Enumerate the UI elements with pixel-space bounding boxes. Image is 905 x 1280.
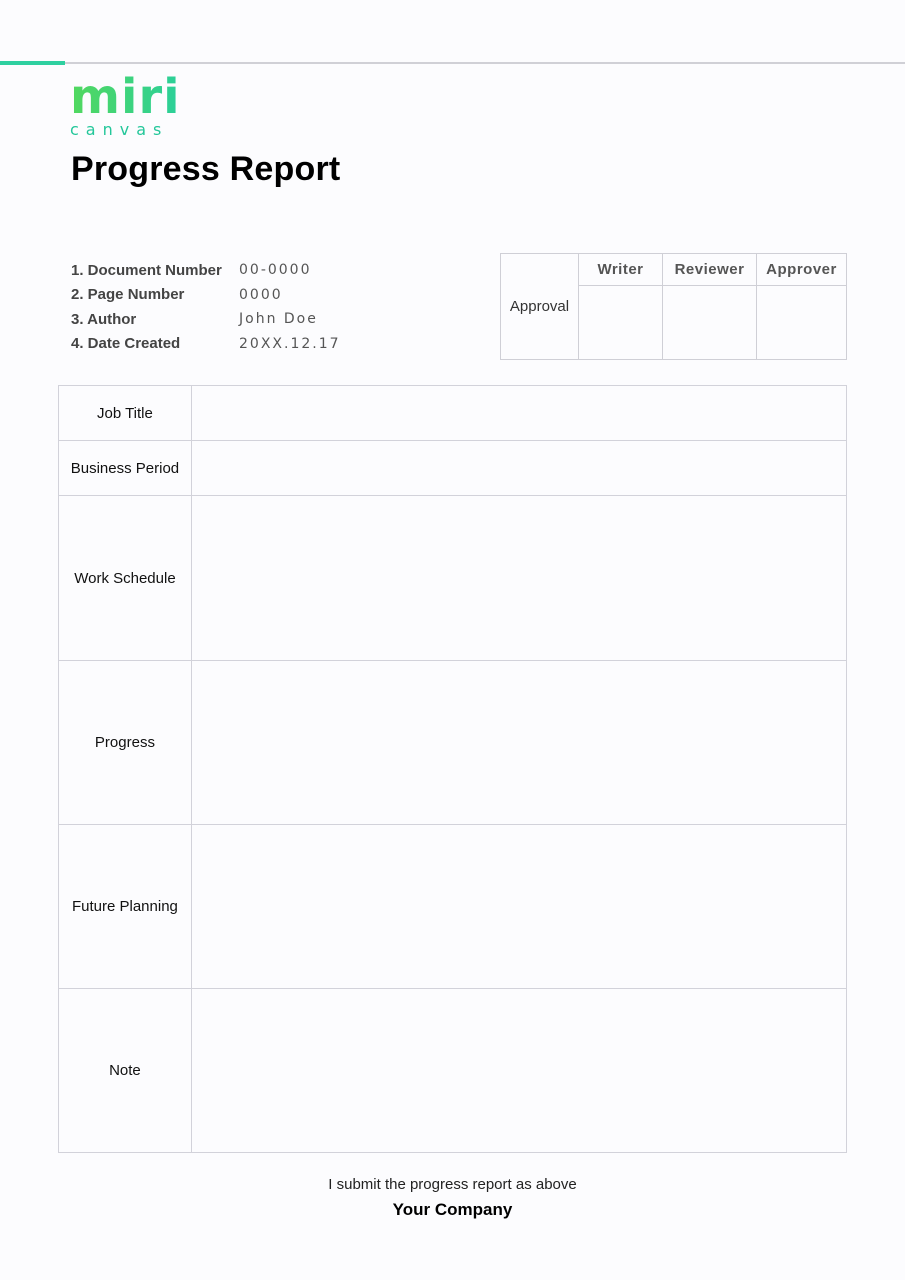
- meta-label: 3. Author: [71, 310, 137, 328]
- meta-value: 20XX.12.17: [239, 335, 341, 352]
- meta-label: 2. Page Number: [71, 286, 185, 304]
- business-period-field[interactable]: [191, 441, 846, 496]
- row-label-future-planning: Future Planning: [59, 825, 192, 989]
- table-row: [59, 386, 847, 441]
- approval-role-writer: Writer: [579, 254, 663, 286]
- submit-statement: I submit the progress report as above: [328, 1176, 577, 1193]
- approver-signature-cell[interactable]: [757, 286, 847, 360]
- table-row: [59, 661, 847, 825]
- page-title: Progress Report: [71, 150, 341, 188]
- progress-field[interactable]: [191, 661, 846, 825]
- writer-signature-cell[interactable]: [579, 286, 663, 360]
- report-table: [58, 385, 847, 1153]
- header-accent-bar: [0, 61, 65, 65]
- meta-row-author: [71, 307, 341, 332]
- table-row: [59, 441, 847, 496]
- row-label-job-title: Job Title: [59, 386, 192, 441]
- table-row: [59, 989, 847, 1153]
- meta-row-date-created: [71, 332, 341, 357]
- approval-role-reviewer: Reviewer: [663, 254, 757, 286]
- meta-value: 00-0000: [239, 262, 312, 279]
- table-row: [59, 496, 847, 661]
- row-label-progress: Progress: [59, 661, 192, 825]
- logo-wordmark: miri: [70, 69, 181, 125]
- row-label-business-period: Business Period: [59, 441, 192, 496]
- header-divider: [0, 62, 905, 64]
- meta-value: 0000: [239, 286, 283, 303]
- row-label-note: Note: [59, 989, 192, 1153]
- logo-subtext: canvas: [70, 120, 169, 139]
- work-schedule-field[interactable]: [191, 496, 846, 661]
- approval-label: Approval: [501, 254, 579, 360]
- approval-role-approver: Approver: [757, 254, 847, 286]
- row-label-work-schedule: Work Schedule: [59, 496, 192, 661]
- table-row: [59, 825, 847, 989]
- note-field[interactable]: [191, 989, 846, 1153]
- job-title-field[interactable]: [191, 386, 846, 441]
- document-meta: [71, 258, 341, 356]
- meta-label: 1. Document Number: [71, 261, 222, 279]
- reviewer-signature-cell[interactable]: [663, 286, 757, 360]
- meta-row-document-number: [71, 258, 341, 283]
- future-planning-field[interactable]: [191, 825, 846, 989]
- meta-label: 4. Date Created: [71, 335, 181, 353]
- meta-row-page-number: [71, 283, 341, 308]
- approval-table: [500, 253, 847, 360]
- company-name: Your Company: [392, 1200, 513, 1219]
- meta-value: John Doe: [239, 311, 318, 328]
- miri-canvas-logo: [70, 69, 181, 142]
